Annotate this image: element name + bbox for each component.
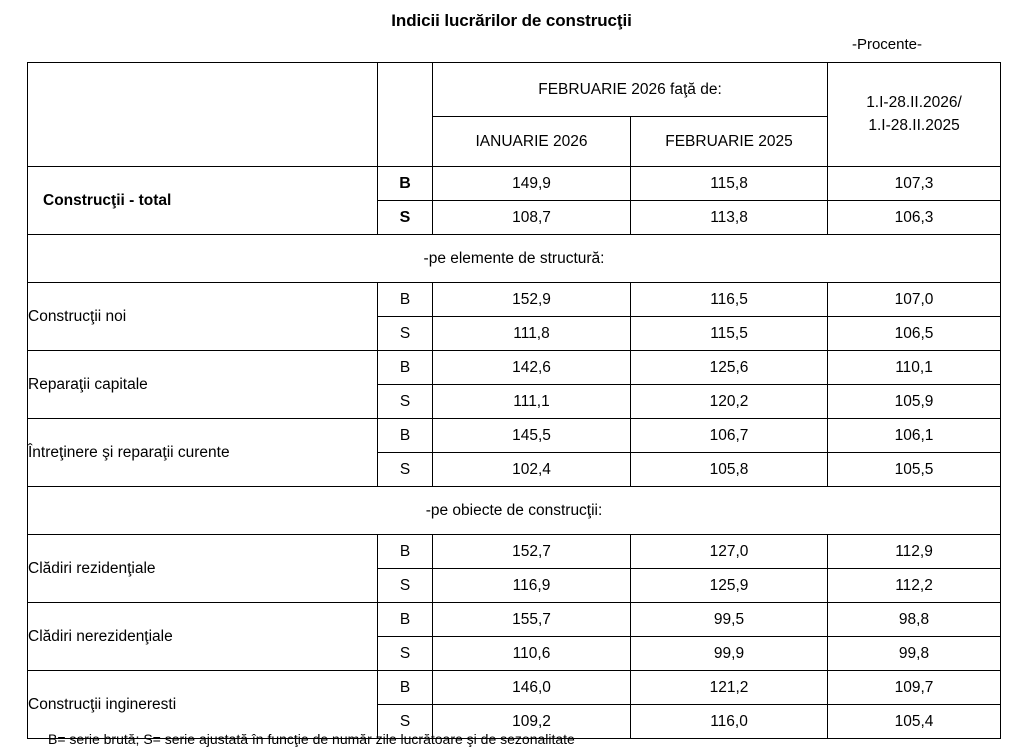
table-row — [28, 283, 1001, 317]
value-cumulative: 112,9 — [828, 535, 1001, 569]
value-ianuarie: 155,7 — [433, 603, 631, 637]
row-label-total: Construcţii - total — [28, 167, 378, 235]
value-februarie: 116,5 — [631, 283, 828, 317]
table-row — [28, 671, 1001, 705]
header-col-ianuarie: IANUARIE 2026 — [433, 117, 631, 167]
row-label-cladiri-rezidentiale: Clădiri rezidenţiale — [28, 535, 378, 603]
value-cumulative: 112,2 — [828, 569, 1001, 603]
value-februarie: 125,9 — [631, 569, 828, 603]
value-ianuarie: 108,7 — [433, 201, 631, 235]
section-header-row — [28, 487, 1001, 535]
value-ianuarie: 142,6 — [433, 351, 631, 385]
series-label-s: S — [378, 569, 433, 603]
value-cumulative: 110,1 — [828, 351, 1001, 385]
series-label-b: B — [378, 351, 433, 385]
row-label-constructii-ingineresti: Construcţii ingineresti — [28, 671, 378, 739]
value-februarie: 99,5 — [631, 603, 828, 637]
value-cumulative: 105,5 — [828, 453, 1001, 487]
row-label-cladiri-nerezidentiale: Clădiri nerezidenţiale — [28, 603, 378, 671]
row-label-reparatii-capitale: Reparaţii capitale — [28, 351, 378, 419]
series-label-s: S — [378, 201, 433, 235]
value-ianuarie: 109,2 — [433, 705, 631, 739]
value-februarie: 99,9 — [631, 637, 828, 671]
table-row — [28, 603, 1001, 637]
value-ianuarie: 145,5 — [433, 419, 631, 453]
value-cumulative: 107,3 — [828, 167, 1001, 201]
value-februarie: 113,8 — [631, 201, 828, 235]
value-cumulative: 107,0 — [828, 283, 1001, 317]
header-cumulative-line2: 1.I-28.II.2025 — [868, 116, 960, 134]
value-cumulative: 105,9 — [828, 385, 1001, 419]
series-label-s: S — [378, 637, 433, 671]
value-ianuarie: 110,6 — [433, 637, 631, 671]
value-ianuarie: 111,8 — [433, 317, 631, 351]
value-ianuarie: 116,9 — [433, 569, 631, 603]
series-label-b: B — [378, 535, 433, 569]
unit-of-measure-label: -Procente- — [851, 36, 922, 53]
value-ianuarie: 111,1 — [433, 385, 631, 419]
value-ianuarie: 149,9 — [433, 167, 631, 201]
header-col-februarie: FEBRUARIE 2025 — [631, 117, 828, 167]
value-ianuarie: 146,0 — [433, 671, 631, 705]
header-corner-blank — [28, 63, 378, 167]
series-label-s: S — [378, 385, 433, 419]
page-title: Indicii lucrărilor de construcţii — [391, 11, 632, 30]
construction-indices-table — [27, 62, 1001, 739]
series-label-b: B — [378, 167, 433, 201]
value-februarie: 116,0 — [631, 705, 828, 739]
value-ianuarie: 102,4 — [433, 453, 631, 487]
row-label-intretinere-reparatii-curente: Întreţinere şi reparaţii curente — [28, 419, 378, 487]
value-februarie: 120,2 — [631, 385, 828, 419]
series-label-s: S — [378, 705, 433, 739]
header-group-februarie: FEBRUARIE 2026 faţă de: — [433, 63, 828, 117]
table-row — [28, 351, 1001, 385]
row-label-constructii-noi: Construcţii noi — [28, 283, 378, 351]
series-label-b: B — [378, 603, 433, 637]
value-cumulative: 106,1 — [828, 419, 1001, 453]
series-label-b: B — [378, 283, 433, 317]
value-ianuarie: 152,9 — [433, 283, 631, 317]
value-cumulative: 106,3 — [828, 201, 1001, 235]
header-series-blank — [378, 63, 433, 167]
value-februarie: 105,8 — [631, 453, 828, 487]
header-cumulative-line1: 1.I-28.II.2026/ — [866, 94, 962, 112]
table-header-row-1 — [28, 63, 1001, 117]
table-row — [28, 419, 1001, 453]
value-februarie: 127,0 — [631, 535, 828, 569]
series-label-b: B — [378, 671, 433, 705]
table-row — [28, 535, 1001, 569]
value-februarie: 125,6 — [631, 351, 828, 385]
indices-table-container — [27, 62, 1000, 739]
table-footnote: B= serie brută; S= serie ajustată în funcţie de număr zile lucrătoare şi de sezonalitate — [48, 731, 575, 747]
section-label-structura: -pe elemente de structură: — [28, 235, 1001, 283]
value-februarie: 106,7 — [631, 419, 828, 453]
value-ianuarie: 152,7 — [433, 535, 631, 569]
value-cumulative: 99,8 — [828, 637, 1001, 671]
series-label-b: B — [378, 419, 433, 453]
table-row — [28, 167, 1001, 201]
value-cumulative: 109,7 — [828, 671, 1001, 705]
section-label-obiecte: -pe obiecte de construcţii: — [28, 487, 1001, 535]
section-header-row — [28, 235, 1001, 283]
series-label-s: S — [378, 453, 433, 487]
value-februarie: 115,8 — [631, 167, 828, 201]
value-februarie: 121,2 — [631, 671, 828, 705]
value-cumulative: 106,5 — [828, 317, 1001, 351]
value-februarie: 115,5 — [631, 317, 828, 351]
series-label-s: S — [378, 317, 433, 351]
value-cumulative: 98,8 — [828, 603, 1001, 637]
header-cumulative — [828, 63, 1001, 167]
value-cumulative: 105,4 — [828, 705, 1001, 739]
